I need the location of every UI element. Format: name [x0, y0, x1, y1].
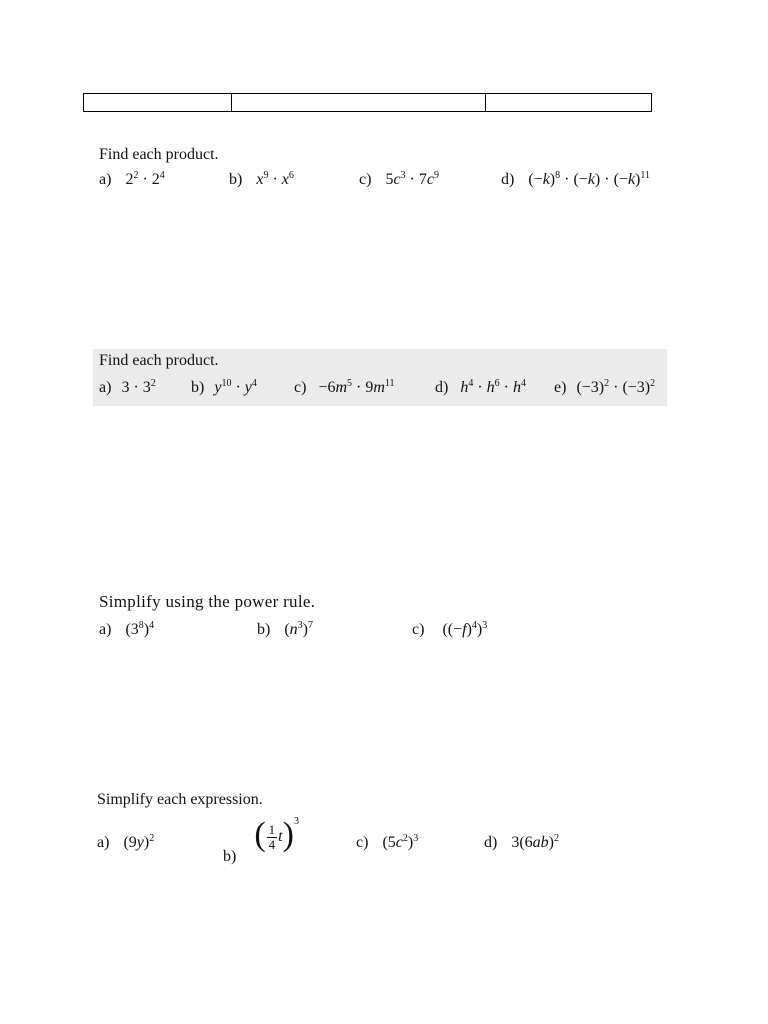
expression-text: ) — [143, 621, 150, 638]
expression-text: −6 — [318, 379, 336, 396]
exponent: 2 — [650, 378, 656, 389]
exponent: 4 — [149, 620, 155, 631]
problem-label: a) — [99, 171, 112, 188]
problem-row — [99, 171, 689, 195]
variable: y — [136, 834, 144, 851]
problem-row — [99, 621, 599, 645]
problem-expression — [123, 834, 154, 852]
header-row — [84, 94, 652, 112]
section-find-product-2 — [93, 349, 667, 406]
problem-row — [97, 815, 617, 865]
variable: k — [542, 171, 550, 188]
problem-label: a) — [99, 379, 112, 396]
section-title: Simplify using the power rule. — [99, 592, 316, 611]
problem-label: d) — [484, 834, 498, 851]
exponent: 6 — [494, 378, 500, 389]
problem-item — [223, 815, 299, 865]
expression-text: · 9 — [352, 379, 374, 396]
problem-expression — [318, 379, 394, 397]
exponent: 3 — [297, 620, 303, 631]
expression-text: (− — [528, 171, 543, 188]
problem-item — [97, 834, 154, 852]
expression-text: · 7 — [405, 171, 427, 188]
expression-text: 2 — [125, 171, 134, 188]
variable: m — [335, 379, 348, 396]
exponent: 4 — [520, 378, 526, 389]
exponent: 10 — [221, 378, 232, 389]
problem-label: c) — [294, 379, 307, 396]
section-title: Simplify each expression. — [97, 791, 263, 808]
fraction-numerator: 1 — [268, 821, 276, 837]
variable: k — [587, 171, 595, 188]
variable: ab — [532, 834, 549, 851]
variable: x — [256, 171, 264, 188]
exponent: 5 — [347, 378, 353, 389]
exponent: 9 — [263, 170, 269, 181]
variable: h — [512, 379, 521, 396]
exponent: 4 — [468, 378, 474, 389]
problem-label: a) — [99, 621, 112, 638]
exponent: 6 — [288, 170, 294, 181]
expression-text: ) — [549, 171, 556, 188]
problem-expression — [125, 621, 154, 639]
problem-expression — [385, 171, 439, 189]
section-title: Find each product. — [99, 352, 219, 369]
problem-item — [484, 834, 559, 852]
expression-text: ) — [635, 171, 641, 188]
problem-item — [356, 834, 418, 852]
problem-label: b) — [191, 379, 205, 396]
problem-item — [229, 171, 294, 189]
exponent: 2 — [149, 833, 155, 844]
exponent: 2 — [133, 170, 139, 181]
exponent: 11 — [640, 170, 651, 181]
problem-label: b) — [229, 171, 243, 188]
problem-expression — [382, 834, 418, 852]
expression-text: ( — [284, 621, 290, 638]
fraction-expression — [254, 815, 299, 854]
expression-text: 3 · 3 — [121, 379, 151, 396]
right-paren: ) — [282, 816, 294, 853]
problem-label: c) — [356, 834, 369, 851]
variable: x — [281, 171, 289, 188]
expression-text: · — [499, 379, 513, 396]
problem-row — [99, 379, 665, 403]
variable: y — [214, 379, 222, 396]
problem-label: b) — [223, 848, 237, 865]
expression-text: ) — [548, 834, 554, 851]
problem-expression — [576, 379, 655, 397]
expression-text: 5 — [385, 171, 394, 188]
problem-item — [359, 171, 439, 189]
exponent: 4 — [471, 620, 477, 631]
problem-expression — [442, 621, 487, 639]
section-power-rule — [99, 591, 599, 645]
problem-item — [99, 171, 165, 189]
header-cell-3 — [486, 94, 652, 112]
problem-expression — [284, 621, 313, 639]
fraction — [267, 823, 278, 852]
problem-label: c) — [412, 621, 425, 638]
left-paren: ( — [254, 816, 266, 853]
expression-text: · (− — [560, 171, 588, 188]
problem-label: d) — [501, 171, 515, 188]
expression-text: · (−3) — [609, 379, 651, 396]
section-simplify-expression — [97, 790, 617, 864]
problem-label: c) — [359, 171, 372, 188]
exponent: 7 — [307, 620, 313, 631]
variable: c — [426, 171, 434, 188]
expression-text: · — [231, 379, 245, 396]
problem-label: e) — [554, 379, 567, 396]
expression-text: · 2 — [138, 171, 160, 188]
expression-text: · — [473, 379, 487, 396]
variable: y — [244, 379, 252, 396]
expression-text: · — [268, 171, 282, 188]
exponent: 8 — [138, 620, 144, 631]
exponent: 2 — [402, 833, 408, 844]
exponent: 4 — [159, 170, 165, 181]
exponent: 2 — [604, 378, 610, 389]
problem-label: b) — [257, 621, 271, 638]
problem-expression — [460, 379, 526, 397]
expression-text: ) · (− — [594, 171, 628, 188]
expression-text: (−3) — [576, 379, 605, 396]
expression-text: (3 — [125, 621, 139, 638]
header-table — [83, 93, 652, 112]
problem-item — [435, 379, 526, 397]
exponent: 9 — [433, 170, 439, 181]
problem-expression — [528, 171, 650, 189]
header-cell-1 — [84, 94, 232, 112]
exponent: 2 — [553, 833, 559, 844]
variable: n — [289, 621, 298, 638]
expression-text: ) — [407, 834, 414, 851]
expression-text: (9 — [123, 834, 137, 851]
problem-expression — [256, 171, 294, 189]
exponent: 3 — [482, 620, 488, 631]
variable: c — [393, 171, 401, 188]
exponent: 2 — [150, 378, 156, 389]
section-find-product-1 — [99, 145, 689, 195]
problem-expression — [214, 379, 257, 397]
variable: k — [627, 171, 636, 188]
problem-item — [554, 379, 655, 397]
fraction-variable: t — [278, 828, 283, 845]
exponent: 8 — [555, 170, 561, 181]
exponent: 3 — [400, 170, 406, 181]
expression-text: ) — [476, 621, 483, 638]
variable: f — [462, 621, 467, 638]
section-title: Find each product. — [99, 146, 219, 163]
problem-item — [501, 171, 650, 189]
fraction-denominator: 4 — [268, 836, 276, 852]
variable: h — [486, 379, 495, 396]
expression-text: ((− — [442, 621, 463, 638]
header-cell-2 — [232, 94, 486, 112]
problem-item — [412, 621, 487, 639]
expression-text: ) — [143, 834, 150, 851]
problem-item — [257, 621, 313, 639]
expression-text: ) — [302, 621, 308, 638]
expression-text: 3(6 — [511, 834, 533, 851]
variable: h — [460, 379, 469, 396]
expression-text: (5 — [382, 834, 396, 851]
problem-expression — [121, 379, 155, 397]
exponent: 4 — [251, 378, 257, 389]
fraction-exponent: 3 — [293, 815, 299, 827]
variable: m — [373, 379, 385, 396]
problem-item — [99, 621, 154, 639]
problem-label: d) — [435, 379, 449, 396]
problem-item — [294, 379, 395, 397]
problem-expression — [125, 171, 164, 189]
exponent: 3 — [413, 833, 419, 844]
problem-item — [191, 379, 257, 397]
problem-expression — [511, 834, 559, 852]
problem-item — [99, 379, 156, 397]
problem-label: a) — [97, 834, 110, 851]
exponent: 11 — [384, 378, 395, 389]
expression-text: ) — [466, 621, 472, 638]
variable: c — [395, 834, 403, 851]
